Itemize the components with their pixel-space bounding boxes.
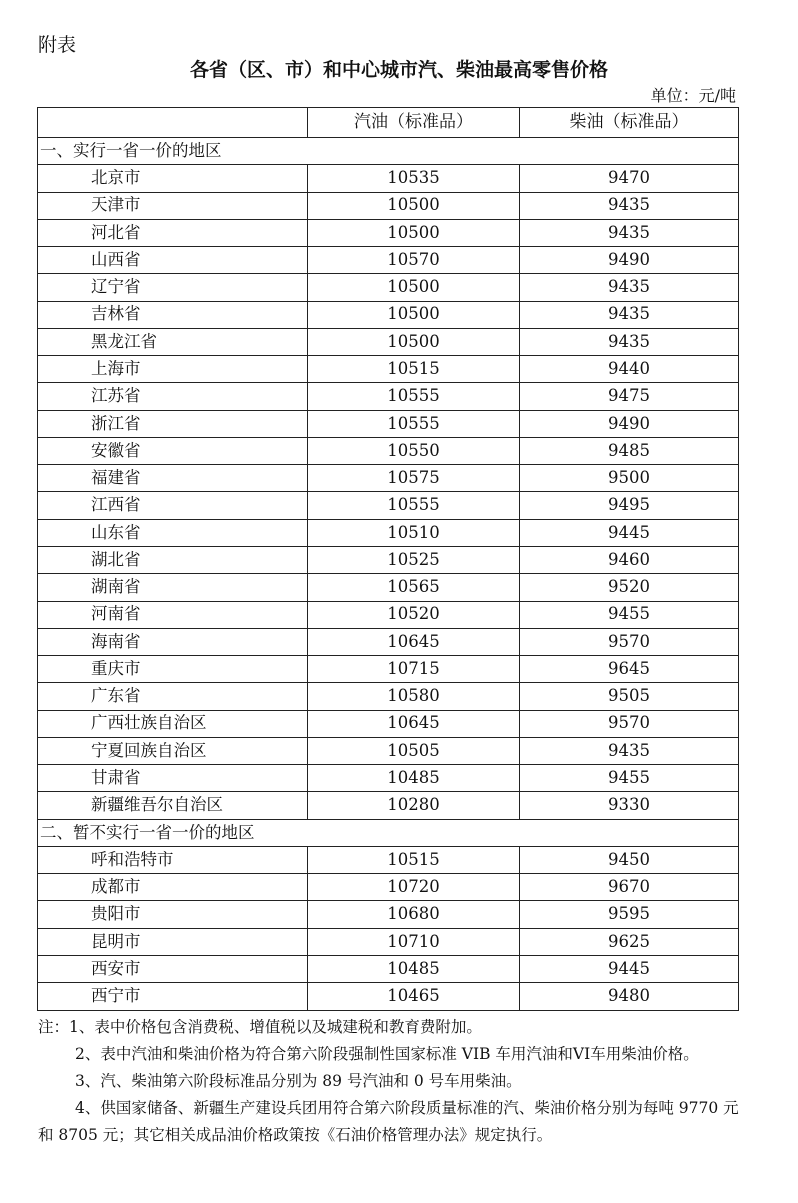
- table-row: [38, 192, 739, 219]
- diesel-price-cell: 9460: [520, 546, 739, 573]
- region-cell: 辽宁省: [38, 274, 308, 301]
- region-cell: 山东省: [38, 519, 308, 546]
- note-4: 4、供国家储备、新疆生产建设兵团用符合第六阶段质量标准的汽、柴油价格分别为每吨 9770 元和 8705 元；其它相关成品油价格政策按《石油价格管理办法》规定执行。: [38, 1099, 739, 1144]
- table-row: [38, 492, 739, 519]
- region-cell: 海南省: [38, 628, 308, 655]
- region-cell: 广东省: [38, 683, 308, 710]
- table-row: [38, 955, 739, 982]
- table-row: [38, 219, 739, 246]
- header-gasoline: 汽油（标准品）: [308, 108, 520, 138]
- gasoline-price-cell: 10515: [308, 356, 520, 383]
- diesel-price-cell: 9490: [520, 410, 739, 437]
- table-row: [38, 546, 739, 573]
- diesel-price-cell: 9570: [520, 628, 739, 655]
- gasoline-price-cell: 10555: [308, 492, 520, 519]
- table-row: [38, 601, 739, 628]
- gasoline-price-cell: 10520: [308, 601, 520, 628]
- diesel-price-cell: 9475: [520, 383, 739, 410]
- gasoline-price-cell: 10485: [308, 765, 520, 792]
- region-cell: 广西壮族自治区: [38, 710, 308, 737]
- section-title: 一、实行一省一价的地区: [38, 138, 739, 165]
- region-cell: 湖北省: [38, 546, 308, 573]
- table-row: [38, 465, 739, 492]
- diesel-price-cell: 9435: [520, 192, 739, 219]
- region-cell: 新疆维吾尔自治区: [38, 792, 308, 819]
- diesel-price-cell: 9480: [520, 983, 739, 1010]
- diesel-price-cell: 9595: [520, 901, 739, 928]
- gasoline-price-cell: 10710: [308, 928, 520, 955]
- gasoline-price-cell: 10645: [308, 710, 520, 737]
- diesel-price-cell: 9645: [520, 656, 739, 683]
- gasoline-price-cell: 10500: [308, 219, 520, 246]
- diesel-price-cell: 9435: [520, 328, 739, 355]
- region-cell: 福建省: [38, 465, 308, 492]
- diesel-price-cell: 9455: [520, 765, 739, 792]
- gasoline-price-cell: 10555: [308, 383, 520, 410]
- region-cell: 北京市: [38, 165, 308, 192]
- table-row: [38, 737, 739, 764]
- diesel-price-cell: 9435: [520, 301, 739, 328]
- section-title: 二、暂不实行一省一价的地区: [38, 819, 739, 846]
- gasoline-price-cell: 10575: [308, 465, 520, 492]
- region-cell: 贵阳市: [38, 901, 308, 928]
- diesel-price-cell: 9485: [520, 437, 739, 464]
- header-region: [38, 108, 308, 138]
- attachment-label: 附表: [38, 34, 77, 56]
- gasoline-price-cell: 10505: [308, 737, 520, 764]
- diesel-price-cell: 9435: [520, 737, 739, 764]
- gasoline-price-cell: 10720: [308, 874, 520, 901]
- region-cell: 江苏省: [38, 383, 308, 410]
- diesel-price-cell: 9570: [520, 710, 739, 737]
- diesel-price-cell: 9505: [520, 683, 739, 710]
- region-cell: 西宁市: [38, 983, 308, 1010]
- region-cell: 宁夏回族自治区: [38, 737, 308, 764]
- gasoline-price-cell: 10465: [308, 983, 520, 1010]
- diesel-price-cell: 9455: [520, 601, 739, 628]
- region-cell: 吉林省: [38, 301, 308, 328]
- table-row: [38, 765, 739, 792]
- table-row: [38, 928, 739, 955]
- note-1: 注：1、表中价格包含消费税、增值税以及城建税和教育费附加。: [38, 1018, 482, 1036]
- diesel-price-cell: 9445: [520, 955, 739, 982]
- region-cell: 天津市: [38, 192, 308, 219]
- note-2: 2、表中汽油和柴油价格为符合第六阶段强制性国家标准 VIB 车用汽油和VI车用柴油价格。: [75, 1045, 699, 1063]
- gasoline-price-cell: 10500: [308, 192, 520, 219]
- header-diesel: 柴油（标准品）: [520, 108, 739, 138]
- table-row: [38, 274, 739, 301]
- diesel-price-cell: 9670: [520, 874, 739, 901]
- region-cell: 河北省: [38, 219, 308, 246]
- table-row: [38, 574, 739, 601]
- region-cell: 昆明市: [38, 928, 308, 955]
- table-row: [38, 792, 739, 819]
- diesel-price-cell: 9440: [520, 356, 739, 383]
- price-table: [37, 107, 739, 1011]
- table-row: [38, 983, 739, 1010]
- diesel-price-cell: 9495: [520, 492, 739, 519]
- table-row: [38, 383, 739, 410]
- unit-label: 单位：元/吨: [650, 86, 736, 105]
- region-cell: 上海市: [38, 356, 308, 383]
- table-row: [38, 901, 739, 928]
- region-cell: 河南省: [38, 601, 308, 628]
- gasoline-price-cell: 10515: [308, 846, 520, 873]
- region-cell: 成都市: [38, 874, 308, 901]
- table-row: [38, 410, 739, 437]
- table-row: [38, 683, 739, 710]
- gasoline-price-cell: 10525: [308, 546, 520, 573]
- gasoline-price-cell: 10550: [308, 437, 520, 464]
- table-row: [38, 628, 739, 655]
- table-row: [38, 165, 739, 192]
- region-cell: 浙江省: [38, 410, 308, 437]
- table-row: [38, 846, 739, 873]
- table-row: [38, 519, 739, 546]
- gasoline-price-cell: 10510: [308, 519, 520, 546]
- gasoline-price-cell: 10565: [308, 574, 520, 601]
- region-cell: 江西省: [38, 492, 308, 519]
- diesel-price-cell: 9435: [520, 274, 739, 301]
- region-cell: 黑龙江省: [38, 328, 308, 355]
- region-cell: 重庆市: [38, 656, 308, 683]
- notes: [38, 1014, 748, 1149]
- diesel-price-cell: 9330: [520, 792, 739, 819]
- diesel-price-cell: 9435: [520, 219, 739, 246]
- table-row: [38, 656, 739, 683]
- table-row: [38, 710, 739, 737]
- diesel-price-cell: 9470: [520, 165, 739, 192]
- section-row: [38, 819, 739, 846]
- gasoline-price-cell: 10280: [308, 792, 520, 819]
- gasoline-price-cell: 10645: [308, 628, 520, 655]
- gasoline-price-cell: 10485: [308, 955, 520, 982]
- table-row: [38, 301, 739, 328]
- region-cell: 呼和浩特市: [38, 846, 308, 873]
- table-row: [38, 328, 739, 355]
- table-row: [38, 874, 739, 901]
- gasoline-price-cell: 10570: [308, 247, 520, 274]
- region-cell: 安徽省: [38, 437, 308, 464]
- diesel-price-cell: 9490: [520, 247, 739, 274]
- region-cell: 山西省: [38, 247, 308, 274]
- table-row: [38, 437, 739, 464]
- table-row: [38, 247, 739, 274]
- gasoline-price-cell: 10580: [308, 683, 520, 710]
- section-row: [38, 138, 739, 165]
- diesel-price-cell: 9500: [520, 465, 739, 492]
- gasoline-price-cell: 10500: [308, 301, 520, 328]
- diesel-price-cell: 9625: [520, 928, 739, 955]
- region-cell: 湖南省: [38, 574, 308, 601]
- note-3: 3、汽、柴油第六阶段标准品分别为 89 号汽油和 0 号车用柴油。: [75, 1072, 522, 1090]
- table-header-row: [38, 108, 739, 138]
- region-cell: 西安市: [38, 955, 308, 982]
- gasoline-price-cell: 10535: [308, 165, 520, 192]
- gasoline-price-cell: 10500: [308, 328, 520, 355]
- gasoline-price-cell: 10680: [308, 901, 520, 928]
- table-row: [38, 356, 739, 383]
- diesel-price-cell: 9445: [520, 519, 739, 546]
- region-cell: 甘肃省: [38, 765, 308, 792]
- diesel-price-cell: 9450: [520, 846, 739, 873]
- diesel-price-cell: 9520: [520, 574, 739, 601]
- page-title: 各省（区、市）和中心城市汽、柴油最高零售价格: [189, 59, 608, 81]
- gasoline-price-cell: 10555: [308, 410, 520, 437]
- gasoline-price-cell: 10500: [308, 274, 520, 301]
- gasoline-price-cell: 10715: [308, 656, 520, 683]
